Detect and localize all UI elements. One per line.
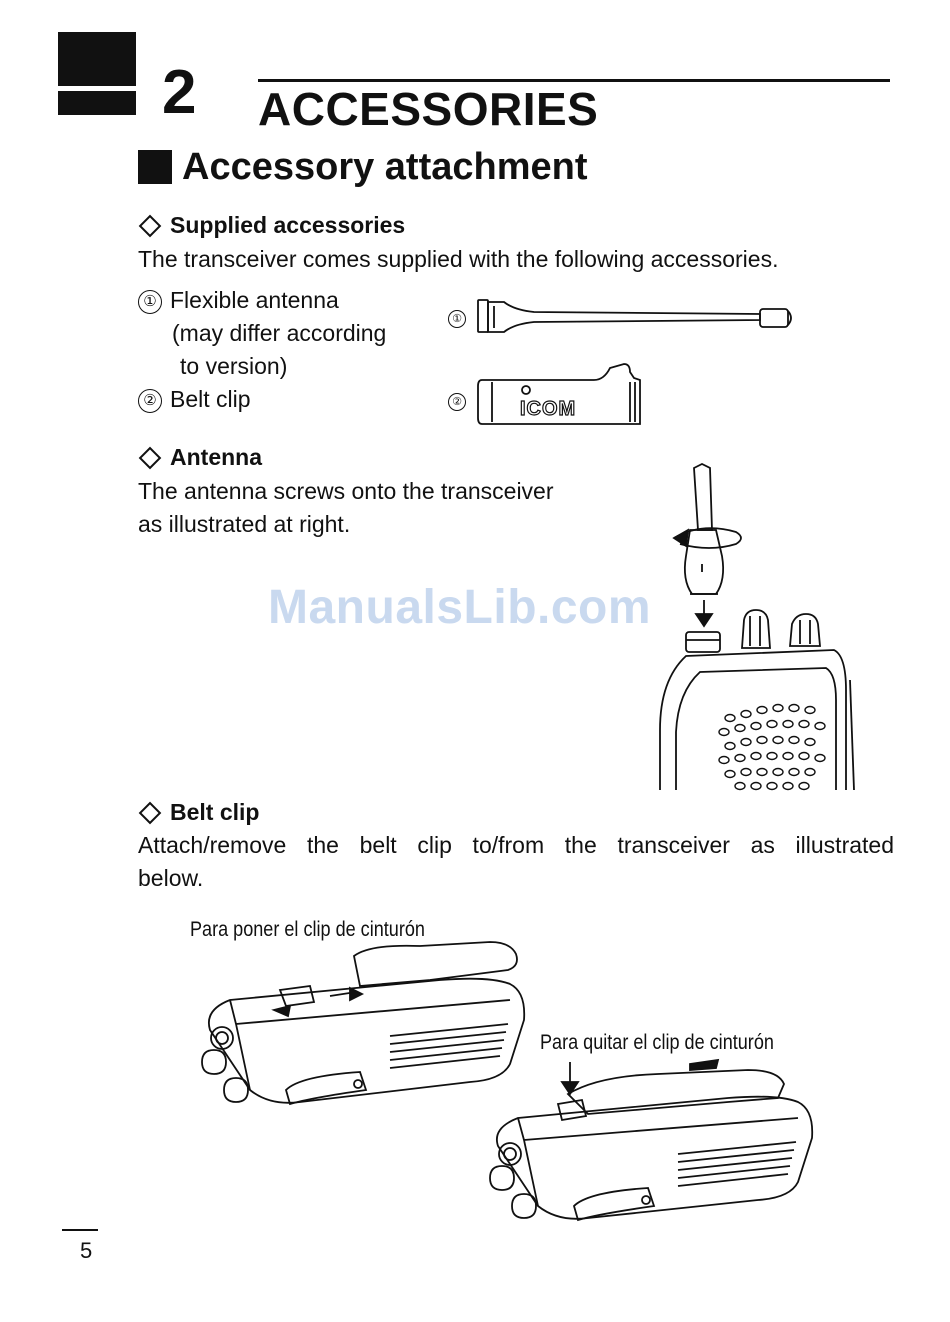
chapter-title: ACCESSORIES	[258, 83, 599, 135]
supplied-heading-text: Supplied accessories	[170, 212, 406, 238]
diamond-bullet-icon	[139, 446, 162, 469]
page-number-rule	[62, 1229, 98, 1231]
caption-remove: Para quitar el clip de cinturón	[540, 1031, 774, 1054]
item-note: to version)	[180, 353, 288, 379]
item-label: Flexible antenna	[170, 287, 339, 313]
item-number: ②	[138, 389, 162, 413]
antenna-text-line: The antenna screws onto the transceiver	[138, 478, 554, 504]
supplied-intro: The transceiver comes supplied with the following accessories.	[138, 246, 779, 272]
square-bullet-icon	[138, 150, 172, 184]
watermark: ManualsLib.com	[268, 581, 652, 634]
belt-clip-text	[138, 829, 894, 895]
section-heading	[138, 148, 588, 186]
item-number: ①	[138, 290, 162, 314]
chapter-rule	[258, 79, 890, 82]
chapter-number: 2	[162, 58, 197, 127]
item-note: (may differ according	[172, 320, 387, 346]
list-item-antenna	[138, 284, 386, 383]
chapter-tab-block	[58, 32, 136, 86]
antenna-heading	[138, 446, 262, 469]
belt-clip-heading-text: Belt clip	[170, 799, 260, 825]
antenna-text	[138, 475, 554, 541]
figure-label-antenna: ①	[448, 310, 466, 328]
chapter-tab-strip	[58, 91, 136, 115]
supplied-heading	[138, 214, 405, 237]
clip-logo: ICOM	[520, 398, 577, 420]
belt-clip-text-line: below.	[138, 865, 204, 891]
antenna-text-line: as illustrated at right.	[138, 511, 351, 537]
list-item-belt-clip	[138, 383, 251, 416]
item-label: Belt clip	[170, 386, 251, 412]
page-number: 5	[80, 1238, 93, 1263]
figure-label-clip: ②	[448, 393, 466, 411]
antenna-install-illustration	[650, 460, 860, 794]
diamond-bullet-icon	[139, 214, 162, 237]
antenna-heading-text: Antenna	[170, 444, 262, 470]
section-title: Accessory attachment	[182, 146, 588, 188]
antenna-drawing	[474, 296, 804, 340]
belt-clip-text-line: Attach/remove the belt clip to/from the transceiver as illustrated	[138, 832, 894, 858]
caption-attach: Para poner el clip de cinturón	[190, 918, 425, 941]
remove-clip-illustration	[478, 1058, 818, 1228]
belt-clip-heading	[138, 801, 259, 824]
diamond-bullet-icon	[139, 801, 162, 824]
